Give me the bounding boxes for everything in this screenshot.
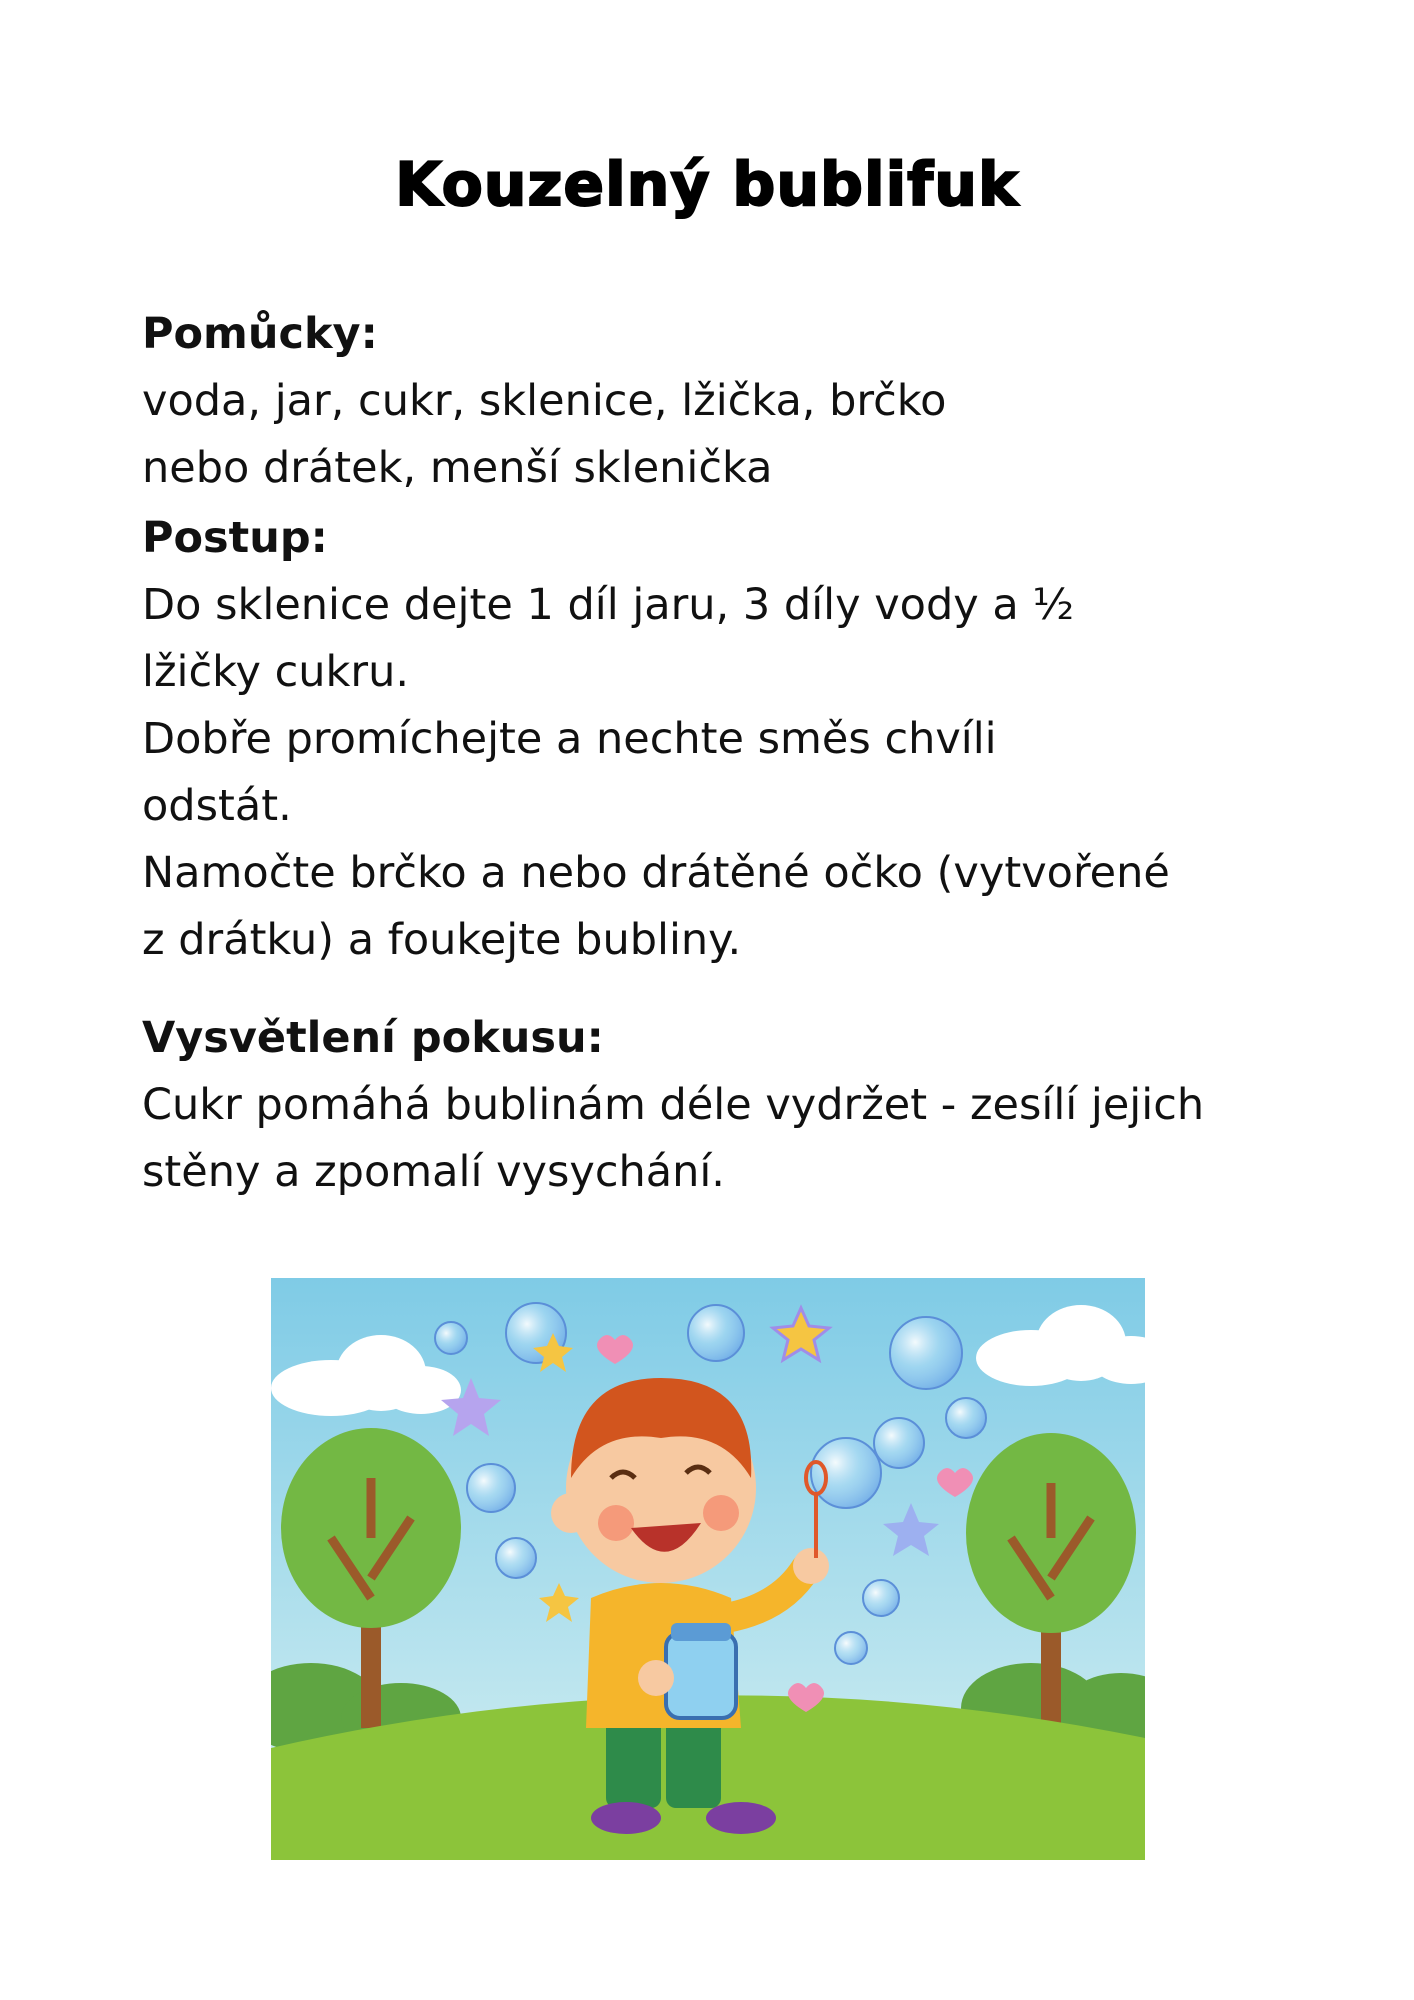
pomucky-line: voda, jar, cukr, sklenice, lžička, brčko [142, 376, 947, 426]
pomucky-line: nebo drátek, menší sklenička [142, 443, 773, 493]
pomucky-heading: Pomůcky: [142, 309, 378, 359]
postup-line: Namočte brčko a nebo drátěné očko (vytvořené [142, 848, 1170, 898]
postup-line: odstát. [142, 781, 292, 831]
vysvetleni-heading: Vysvětlení pokusu: [142, 1013, 604, 1063]
postup-line: z drátku) a foukejte bubliny. [142, 915, 742, 965]
vysvetleni-line: Cukr pomáhá bublinám déle vydržet - zesílí jejich [142, 1080, 1205, 1130]
postup-heading: Postup: [142, 513, 328, 563]
postup-line: Dobře promíchejte a nechte směs chvíli [142, 714, 997, 764]
boy-blowing-bubbles-illustration [271, 1278, 1145, 1860]
vysvetleni-line: stěny a zpomalí vysychání. [142, 1147, 725, 1197]
postup-line: Do sklenice dejte 1 díl jaru, 3 díly vody a ½ [142, 580, 1075, 630]
postup-line: lžičky cukru. [142, 647, 409, 697]
instructions [142, 300, 1302, 1206]
page-title: Kouzelný bublifuk [395, 150, 1019, 220]
